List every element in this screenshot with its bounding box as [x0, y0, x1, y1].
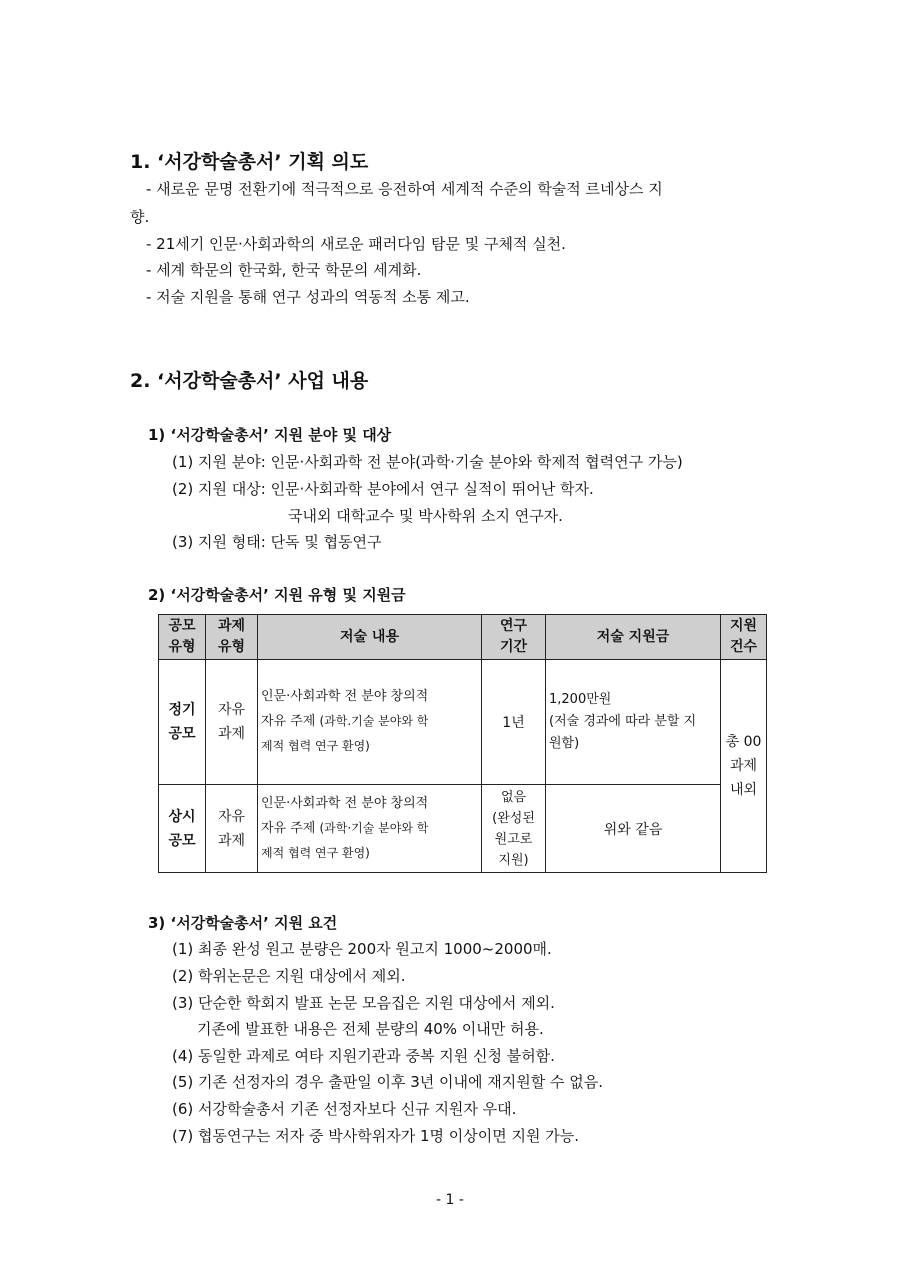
header-contest-type: 공모 유형	[159, 615, 206, 660]
sub3-item-3: (3) 단순한 학회지 발표 논문 모음집은 지원 대상에서 제외.	[172, 994, 555, 1012]
table-header-row	[159, 615, 767, 660]
row2-amount: 위와 같음	[546, 785, 721, 873]
count-cell: 총 00 과제 내외	[721, 660, 767, 873]
sub3-item-7: (7) 협동연구는 저자 중 박사학위자가 1명 이상이면 지원 가능.	[172, 1127, 579, 1145]
sub3-item-5: (5) 기존 선정자의 경우 출판일 이후 3년 이내에 재지원할 수 없음.	[172, 1073, 604, 1091]
section1-bullet-1-cont: 향.	[130, 208, 150, 226]
row1-contest-type: 정기 공모	[159, 660, 206, 785]
section1-bullet-1: - 새로운 문명 전환기에 적극적으로 응전하여 세계적 수준의 학술적 르네상스 지	[146, 180, 663, 198]
sub2-title: 2) ‘서강학술총서’ 지원 유형 및 지원금	[148, 586, 406, 604]
header-amount: 저술 지원금	[546, 615, 721, 660]
grant-table	[158, 614, 767, 873]
row1-content: 인문·사회과학 전 분야 창의적 자유 주제 (과학.기술 분야와 학 제적 협력 연구 환영)	[258, 660, 482, 785]
row2-contest-type: 상시 공모	[159, 785, 206, 873]
sub3-item-4: (4) 동일한 과제로 여타 지원기관과 중복 지원 신청 불허함.	[172, 1047, 555, 1065]
row1-period: 1년	[482, 660, 546, 785]
table-row	[159, 785, 767, 873]
section1-bullet-4: - 저술 지원을 통해 연구 성과의 역동적 소통 제고.	[146, 288, 470, 306]
row1-amount: 1,200만원 (저술 경과에 따라 분할 지 원함)	[546, 660, 721, 785]
sub3-item-1: (1) 최종 완성 원고 분량은 200자 원고지 1000~2000매.	[172, 940, 552, 958]
sub1-item-3: (3) 지원 형태: 단독 및 협동연구	[172, 533, 382, 551]
sub3-item-6: (6) 서강학술총서 기존 선정자보다 신규 지원자 우대.	[172, 1100, 517, 1118]
header-period: 연구 기간	[482, 615, 546, 660]
section2-title: 2. ‘서강학술총서’ 사업 내용	[130, 370, 369, 392]
sub3-item-2: (2) 학위논문은 지원 대상에서 제외.	[172, 967, 406, 985]
header-content: 저술 내용	[258, 615, 482, 660]
section1-bullet-2: - 21세기 인문·사회과학의 새로운 패러다임 탐문 및 구체적 실천.	[146, 235, 566, 253]
row2-period: 없음 (완성된 원고로 지원)	[482, 785, 546, 873]
sub1-item-1: (1) 지원 분야: 인문·사회과학 전 분야(과학·기술 분야와 학제적 협력연구 가능)	[172, 453, 683, 471]
sub1-item-2: (2) 지원 대상: 인문·사회과학 분야에서 연구 실적이 뛰어난 학자.	[172, 480, 594, 498]
row2-task-type: 자유 과제	[206, 785, 258, 873]
page-number: - 1 -	[436, 1192, 464, 1208]
header-task-type: 과제 유형	[206, 615, 258, 660]
sub1-title: 1) ‘서강학술총서’ 지원 분야 및 대상	[148, 426, 392, 444]
sub3-item-3-cont: 기존에 발표한 내용은 전체 분량의 40% 이내만 허용.	[197, 1020, 544, 1038]
section1-title: 1. ‘서강학술총서’ 기획 의도	[130, 151, 369, 173]
sub1-item-2-cont: 국내외 대학교수 및 박사학위 소지 연구자.	[288, 507, 563, 525]
sub3-title: 3) ‘서강학술총서’ 지원 요건	[148, 914, 338, 932]
row2-content: 인문·사회과학 전 분야 창의적 자유 주제 (과학·기술 분야와 학 제적 협력 연구 환영)	[258, 785, 482, 873]
section1-bullet-3: - 세계 학문의 한국화, 한국 학문의 세계화.	[146, 261, 422, 279]
row1-task-type: 자유 과제	[206, 660, 258, 785]
header-count: 지원 건수	[721, 615, 767, 660]
table-row	[159, 660, 767, 785]
